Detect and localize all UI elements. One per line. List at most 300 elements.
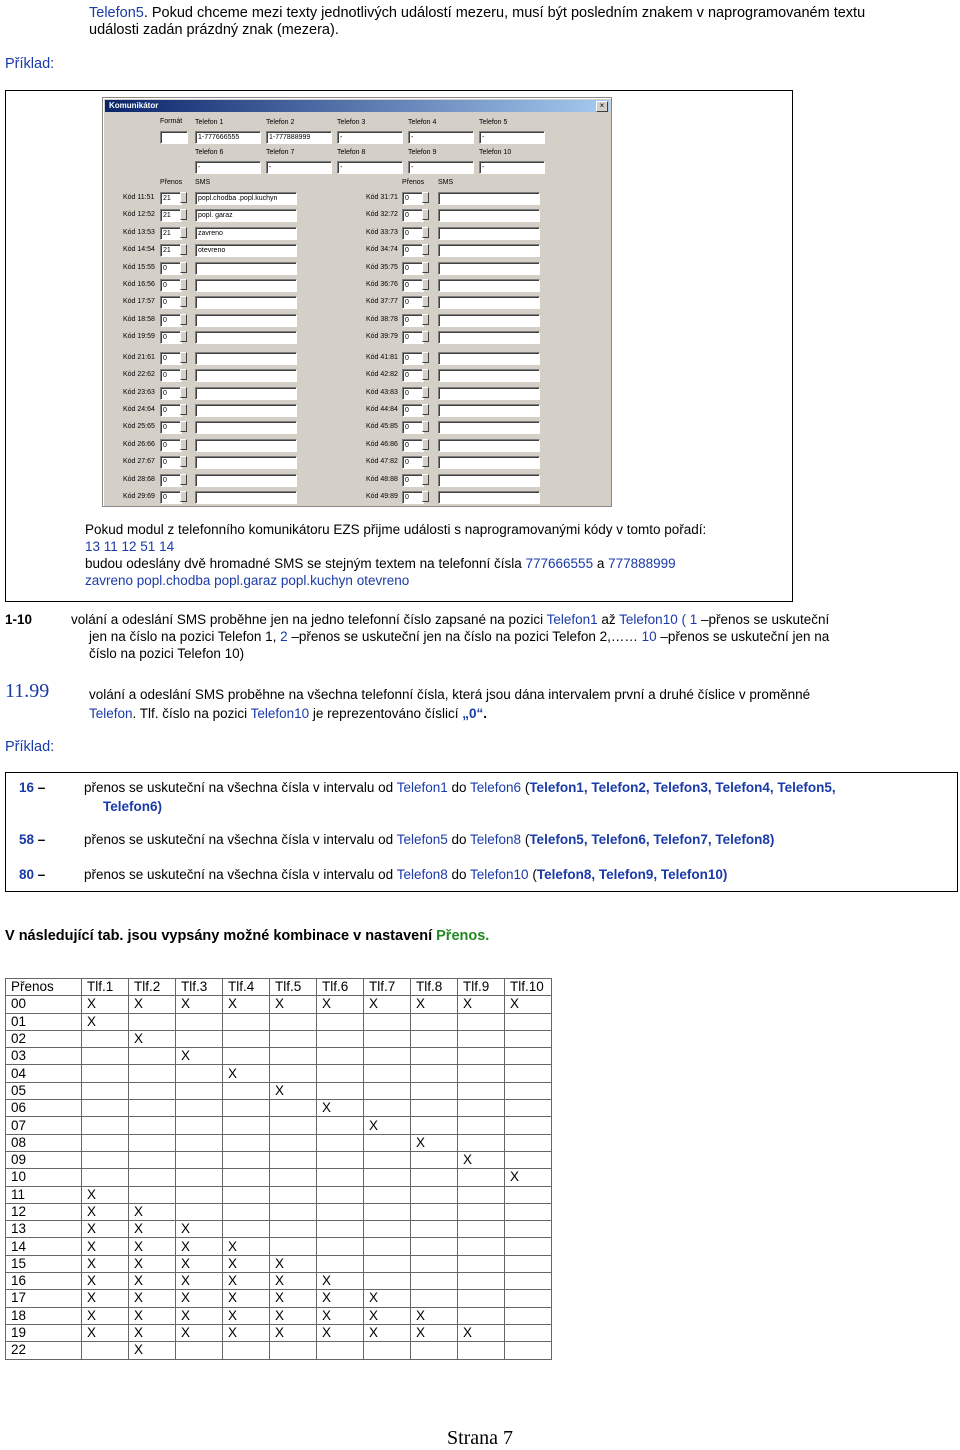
row-flag-cell: X (270, 1273, 317, 1290)
right-sms-field[interactable] (438, 404, 540, 417)
table-row (6, 1221, 552, 1238)
left-code-label: Kód 15:55 (123, 263, 155, 271)
row-flag-cell (458, 1030, 505, 1047)
right-sms-field[interactable] (438, 456, 540, 469)
right-sms-field[interactable] (438, 369, 540, 382)
right-sms-field[interactable] (438, 491, 540, 504)
left-sms-field[interactable] (195, 296, 297, 309)
row-flag-cell: X (176, 1324, 223, 1341)
left-sms-header: SMS (195, 179, 211, 186)
row-flag-cell (411, 1290, 458, 1307)
left-spin-icon[interactable] (180, 369, 187, 380)
row-flag-cell (223, 1082, 270, 1099)
phone-field-4[interactable]: - (408, 131, 474, 144)
left-sms-field[interactable] (195, 352, 297, 365)
row-flag-cell (129, 1013, 176, 1030)
row-code-cell: 01 (6, 1013, 82, 1030)
row-flag-cell (317, 1065, 364, 1082)
row-flag-cell (82, 1117, 129, 1134)
right-prenos-field[interactable]: 0 (402, 192, 424, 205)
row-flag-cell (176, 1342, 223, 1359)
row-flag-cell (411, 1169, 458, 1186)
def2-line1: volání a odeslání SMS proběhne na všechna telefonní čísla, která jsou dána intervalem první a druhé číslice v proměnné (89, 687, 811, 702)
table-header-cell: Tlf.5 (270, 979, 317, 996)
example-key-number: 16 (19, 780, 35, 795)
row-flag-cell (176, 1151, 223, 1168)
right-prenos-field[interactable]: 0 (402, 331, 424, 344)
left-sms-field[interactable] (195, 279, 297, 292)
row-flag-cell (270, 1342, 317, 1359)
right-prenos-field[interactable]: 0 (402, 296, 424, 309)
row-flag-cell: X (270, 996, 317, 1013)
desc-number-1: 777666555 (525, 556, 594, 571)
row-flag-cell: X (82, 1307, 129, 1324)
right-prenos-field[interactable]: 0 (402, 456, 424, 469)
priklad-label-2: Příklad: (5, 739, 55, 755)
row-flag-cell (411, 1273, 458, 1290)
left-sms-field[interactable] (195, 369, 297, 382)
row-flag-cell (364, 1186, 411, 1203)
row-flag-cell: X (82, 1238, 129, 1255)
right-spin-icon[interactable] (422, 279, 429, 290)
right-sms-field[interactable] (438, 387, 540, 400)
right-code-label: Kód 33:73 (366, 228, 398, 236)
left-prenos-field[interactable]: 0 (160, 296, 182, 309)
row-flag-cell: X (458, 1324, 505, 1341)
left-prenos-field[interactable]: 21 (160, 227, 182, 240)
right-prenos-field[interactable]: 0 (402, 491, 424, 504)
row-flag-cell (223, 1186, 270, 1203)
row-flag-cell (411, 1065, 458, 1082)
row-flag-cell (317, 1013, 364, 1030)
table-header-cell: Přenos (6, 979, 82, 996)
row-flag-cell (411, 1238, 458, 1255)
right-prenos-field[interactable]: 0 (402, 209, 424, 222)
right-sms-field[interactable] (438, 244, 540, 257)
desc-line3-text: budou odeslány dvě hromadné SMS se stejným textem na telefonní čísla (85, 556, 526, 571)
example-to-word: do (447, 832, 471, 847)
row-flag-cell (270, 1151, 317, 1168)
left-sms-field[interactable]: otevreno (195, 244, 297, 257)
row-flag-cell (270, 1100, 317, 1117)
right-sms-field[interactable] (438, 331, 540, 344)
phone-label-1: Telefon 1 (195, 119, 224, 126)
row-flag-cell: X (317, 996, 364, 1013)
phone-label-3: Telefon 3 (337, 119, 366, 126)
def1-a: volání a odeslání SMS proběhne jen na jedno telefonní číslo zapsané na pozici (71, 612, 547, 627)
left-spin-icon[interactable] (180, 279, 187, 290)
row-flag-cell (458, 1169, 505, 1186)
row-flag-cell: X (176, 1221, 223, 1238)
example-description (85, 521, 785, 589)
row-flag-cell (411, 1030, 458, 1047)
row-flag-cell: X (223, 1255, 270, 1272)
phone-label-8: Telefon 8 (337, 149, 366, 156)
row-flag-cell (505, 1238, 552, 1255)
row-flag-cell (129, 1186, 176, 1203)
format-label: Formát (160, 118, 183, 125)
left-sms-field[interactable] (195, 331, 297, 344)
right-prenos-field[interactable]: 0 (402, 262, 424, 275)
right-sms-field[interactable] (438, 439, 540, 452)
row-flag-cell (458, 1203, 505, 1220)
left-prenos-field[interactable]: 0 (160, 262, 182, 275)
phone-label-2: Telefon 2 (266, 119, 295, 126)
row-flag-cell: X (129, 1030, 176, 1047)
row-flag-cell: X (458, 1151, 505, 1168)
row-flag-cell (364, 1151, 411, 1168)
left-sms-field[interactable] (195, 404, 297, 417)
left-sms-field[interactable] (195, 421, 297, 434)
phone-label-10: Telefon 10 (479, 149, 512, 156)
left-prenos-field[interactable]: 0 (160, 279, 182, 292)
left-code-label: Kód 25:65 (123, 423, 155, 431)
row-flag-cell: X (270, 1255, 317, 1272)
combination-table (5, 978, 552, 1360)
row-flag-cell (364, 1065, 411, 1082)
table-row (6, 1065, 552, 1082)
left-prenos-field[interactable]: 21 (160, 244, 182, 257)
row-code-cell: 10 (6, 1169, 82, 1186)
row-flag-cell (129, 1169, 176, 1186)
row-flag-cell (270, 1186, 317, 1203)
def1-two: 2 (280, 629, 288, 644)
right-spin-icon[interactable] (422, 474, 429, 485)
right-spin-icon[interactable] (422, 314, 429, 325)
row-flag-cell: X (82, 1203, 129, 1220)
right-sms-field[interactable] (438, 296, 540, 309)
left-code-label: Kód 18:58 (123, 315, 155, 323)
left-spin-icon[interactable] (180, 439, 187, 450)
row-flag-cell: X (82, 1221, 129, 1238)
format-field[interactable] (160, 131, 188, 144)
row-code-cell: 03 (6, 1048, 82, 1065)
row-flag-cell (411, 1203, 458, 1220)
def1-line2c: –přenos se uskuteční jen na (656, 629, 830, 644)
def1-b: –přenos se uskuteční (697, 612, 830, 627)
row-flag-cell (458, 1342, 505, 1359)
left-sms-field[interactable] (195, 456, 297, 469)
def2-key: 11.99 (5, 680, 50, 702)
def1-mid: až (597, 612, 620, 627)
example-list-cont: Telefon6) (103, 799, 163, 814)
row-flag-cell: X (317, 1100, 364, 1117)
row-flag-cell (270, 1203, 317, 1220)
example-paren: ( (521, 832, 530, 847)
close-icon[interactable] (596, 101, 608, 112)
row-flag-cell (364, 1255, 411, 1272)
table-intro-text: V následující tab. jsou vypsány možné kombinace v nastavení (5, 928, 437, 944)
table-header-cell: Tlf.10 (505, 979, 552, 996)
right-prenos-field[interactable]: 0 (402, 314, 424, 327)
row-code-cell: 15 (6, 1255, 82, 1272)
row-flag-cell (458, 1273, 505, 1290)
row-flag-cell (82, 1065, 129, 1082)
phone-field-1[interactable]: 1-777666555 (195, 131, 261, 144)
right-sms-field[interactable] (438, 314, 540, 327)
left-spin-icon[interactable] (180, 456, 187, 467)
right-sms-field[interactable] (438, 352, 540, 365)
left-prenos-field[interactable]: 0 (160, 456, 182, 469)
row-flag-cell: X (129, 1324, 176, 1341)
right-prenos-field[interactable]: 0 (402, 227, 424, 240)
row-flag-cell: X (364, 1290, 411, 1307)
row-flag-cell (82, 1151, 129, 1168)
intro-line2: události zadán prázdný znak (mezera). (89, 22, 339, 38)
row-code-cell: 05 (6, 1082, 82, 1099)
right-code-label: Kód 31:71 (366, 194, 398, 201)
row-flag-cell (458, 1290, 505, 1307)
left-prenos-field[interactable]: 0 (160, 439, 182, 452)
def2-line2 (89, 705, 487, 722)
row-flag-cell: X (364, 1324, 411, 1341)
left-spin-icon[interactable] (180, 227, 187, 238)
example-paren: ( (521, 780, 530, 795)
left-prenos-field[interactable]: 21 (160, 192, 182, 205)
left-spin-icon[interactable] (180, 474, 187, 485)
right-spin-icon[interactable] (422, 227, 429, 238)
left-prenos-field[interactable]: 0 (160, 421, 182, 434)
table-row (6, 1342, 552, 1359)
phone-field-2[interactable]: 1-777888999 (266, 131, 332, 144)
right-spin-icon[interactable] (422, 192, 429, 203)
row-flag-cell (505, 1134, 552, 1151)
row-flag-cell (317, 1048, 364, 1065)
left-prenos-field[interactable]: 0 (160, 352, 182, 365)
row-flag-cell (223, 1048, 270, 1065)
left-spin-icon[interactable] (180, 352, 187, 363)
row-code-cell: 12 (6, 1203, 82, 1220)
right-prenos-field[interactable]: 0 (402, 387, 424, 400)
row-code-cell: 11 (6, 1186, 82, 1203)
row-flag-cell (458, 1134, 505, 1151)
phone-field-9[interactable]: - (408, 161, 474, 174)
left-sms-field[interactable] (195, 262, 297, 275)
left-code-label: Kód 16:56 (123, 281, 155, 288)
window-title-text: Komunikátor (109, 101, 159, 110)
right-code-label: Kód 42:82 (366, 371, 398, 379)
right-sms-field[interactable] (438, 474, 540, 487)
window-title (105, 100, 609, 112)
right-prenos-field[interactable]: 0 (402, 244, 424, 257)
row-flag-cell (82, 1082, 129, 1099)
left-prenos-field[interactable]: 21 (160, 209, 182, 222)
left-prenos-field[interactable]: 0 (160, 331, 182, 344)
left-spin-icon[interactable] (180, 209, 187, 220)
row-flag-cell (270, 1221, 317, 1238)
left-prenos-field[interactable]: 0 (160, 474, 182, 487)
table-body (6, 996, 552, 1359)
row-flag-cell (270, 1048, 317, 1065)
left-sms-field[interactable]: popl. garaz (195, 209, 297, 222)
row-code-cell: 13 (6, 1221, 82, 1238)
right-sms-field[interactable] (438, 279, 540, 292)
row-flag-cell (176, 1117, 223, 1134)
right-spin-icon[interactable] (422, 421, 429, 432)
row-flag-cell: X (505, 996, 552, 1013)
row-code-cell: 04 (6, 1065, 82, 1082)
row-flag-cell (270, 1134, 317, 1151)
row-flag-cell: X (129, 1255, 176, 1272)
row-flag-cell: X (82, 1013, 129, 1030)
right-code-label: Kód 44:84 (366, 405, 398, 413)
row-flag-cell (176, 1065, 223, 1082)
row-flag-cell (505, 1082, 552, 1099)
left-sms-field[interactable]: zavreno (195, 227, 297, 240)
left-code-label: Kód 28:68 (123, 475, 155, 483)
row-flag-cell: X (270, 1082, 317, 1099)
row-code-cell: 22 (6, 1342, 82, 1359)
right-spin-icon[interactable] (422, 491, 429, 502)
table-header-cell: Tlf.2 (129, 979, 176, 996)
row-flag-cell (505, 1290, 552, 1307)
right-prenos-field[interactable]: 0 (402, 369, 424, 382)
right-prenos-field[interactable]: 0 (402, 421, 424, 434)
phone-field-3[interactable]: - (337, 131, 403, 144)
right-sms-field[interactable] (438, 192, 540, 205)
left-prenos-field[interactable]: 0 (160, 387, 182, 400)
example-key-number: 58 (19, 832, 35, 847)
left-spin-icon[interactable] (180, 314, 187, 325)
right-sms-field[interactable] (438, 227, 540, 240)
right-spin-icon[interactable] (422, 262, 429, 273)
row-flag-cell: X (82, 1186, 129, 1203)
right-code-label: Kód 49:89 (366, 492, 398, 500)
row-flag-cell (364, 1048, 411, 1065)
left-prenos-field[interactable]: 0 (160, 404, 182, 417)
row-flag-cell (82, 1342, 129, 1359)
right-spin-icon[interactable] (422, 209, 429, 220)
right-spin-icon[interactable] (422, 439, 429, 450)
left-code-label: Kód 14:54 (123, 246, 155, 254)
phone-field-5[interactable]: - (479, 131, 545, 144)
left-spin-icon[interactable] (180, 404, 187, 415)
row-code-cell: 02 (6, 1030, 82, 1047)
def1-telefon10: Telefon10 ( 1 (619, 612, 698, 627)
right-sms-field[interactable] (438, 421, 540, 434)
left-spin-icon[interactable] (180, 262, 187, 273)
table-row (6, 1186, 552, 1203)
row-flag-cell (458, 1065, 505, 1082)
right-prenos-field[interactable]: 0 (402, 279, 424, 292)
row-code-cell: 09 (6, 1151, 82, 1168)
row-flag-cell (223, 1117, 270, 1134)
row-flag-cell (505, 1203, 552, 1220)
row-flag-cell: X (82, 1273, 129, 1290)
row-flag-cell (411, 1117, 458, 1134)
row-flag-cell (458, 1100, 505, 1117)
row-flag-cell (411, 1100, 458, 1117)
row-flag-cell: X (364, 996, 411, 1013)
left-spin-icon[interactable] (180, 331, 187, 342)
right-prenos-field[interactable]: 0 (402, 474, 424, 487)
example-key (19, 866, 79, 884)
row-flag-cell (505, 1273, 552, 1290)
def1-telefon1: Telefon1 (546, 612, 598, 627)
left-sms-field[interactable] (195, 474, 297, 487)
row-code-cell: 00 (6, 996, 82, 1013)
phone-field-10[interactable]: - (479, 161, 545, 174)
desc-line3 (85, 555, 785, 572)
right-sms-field[interactable] (438, 209, 540, 222)
right-code-label: Kód 48:88 (366, 475, 398, 483)
right-prenos-field[interactable]: 0 (402, 404, 424, 417)
left-prenos-field[interactable]: 0 (160, 491, 182, 504)
row-flag-cell (458, 1238, 505, 1255)
phone-field-8[interactable]: - (337, 161, 403, 174)
right-code-label: Kód 41:81 (366, 353, 398, 361)
left-spin-icon[interactable] (180, 387, 187, 398)
example-desc: přenos se uskuteční na všechna čísla v intervalu od (84, 832, 397, 847)
row-flag-cell: X (176, 1290, 223, 1307)
right-spin-icon[interactable] (422, 456, 429, 467)
phone-label-5: Telefon 5 (479, 119, 508, 126)
left-spin-icon[interactable] (180, 192, 187, 203)
row-flag-cell (317, 1238, 364, 1255)
desc-codes: 13 11 12 51 14 (85, 539, 175, 554)
def1-line2b: –přenos se uskuteční jen na číslo na pozici Telefon 2,…… (287, 629, 642, 644)
example-desc: přenos se uskuteční na všechna čísla v intervalu od (84, 780, 397, 795)
phone-field-6[interactable]: - (195, 161, 261, 174)
right-spin-icon[interactable] (422, 296, 429, 307)
row-flag-cell (317, 1342, 364, 1359)
right-spin-icon[interactable] (422, 369, 429, 380)
right-prenos-field[interactable]: 0 (402, 439, 424, 452)
right-code-label: Kód 43:83 (366, 388, 398, 396)
left-spin-icon[interactable] (180, 244, 187, 255)
row-flag-cell: X (364, 1117, 411, 1134)
table-row (6, 1169, 552, 1186)
def1-line2a: jen na číslo na pozici Telefon 1, (89, 629, 281, 644)
row-flag-cell (176, 1082, 223, 1099)
intro-rest: . Pokud chceme mezi texty jednotlivých událostí mezeru, musí být posledním znakem v naprogramovaném textu (143, 5, 866, 21)
phone-field-7[interactable]: - (266, 161, 332, 174)
left-code-label: Kód 27:67 (123, 458, 155, 466)
example-text (84, 866, 950, 884)
row-flag-cell (364, 1134, 411, 1151)
left-prenos-field[interactable]: 0 (160, 314, 182, 327)
row-flag-cell (364, 1273, 411, 1290)
row-flag-cell (176, 1134, 223, 1151)
row-flag-cell (223, 1100, 270, 1117)
def1-key: 1-10 (5, 612, 33, 627)
left-sms-field[interactable] (195, 439, 297, 452)
left-prenos-field[interactable]: 0 (160, 369, 182, 382)
left-spin-icon[interactable] (180, 491, 187, 502)
right-spin-icon[interactable] (422, 244, 429, 255)
row-flag-cell (82, 1134, 129, 1151)
right-prenos-field[interactable]: 0 (402, 352, 424, 365)
left-spin-icon[interactable] (180, 421, 187, 432)
left-spin-icon[interactable] (180, 296, 187, 307)
row-flag-cell (505, 1342, 552, 1359)
right-spin-icon[interactable] (422, 404, 429, 415)
left-sms-field[interactable]: popl.chodba .popl.kuchyn (195, 192, 297, 205)
right-spin-icon[interactable] (422, 331, 429, 342)
left-sms-field[interactable] (195, 491, 297, 504)
row-flag-cell: X (82, 1255, 129, 1272)
row-flag-cell (505, 1100, 552, 1117)
row-flag-cell: X (176, 1048, 223, 1065)
row-flag-cell: X (411, 1324, 458, 1341)
right-spin-icon[interactable] (422, 387, 429, 398)
left-code-label: Kód 21:61 (123, 353, 155, 361)
example-key (19, 831, 79, 849)
left-sms-field[interactable] (195, 387, 297, 400)
right-spin-icon[interactable] (422, 352, 429, 363)
left-sms-field[interactable] (195, 314, 297, 327)
right-sms-field[interactable] (438, 262, 540, 275)
